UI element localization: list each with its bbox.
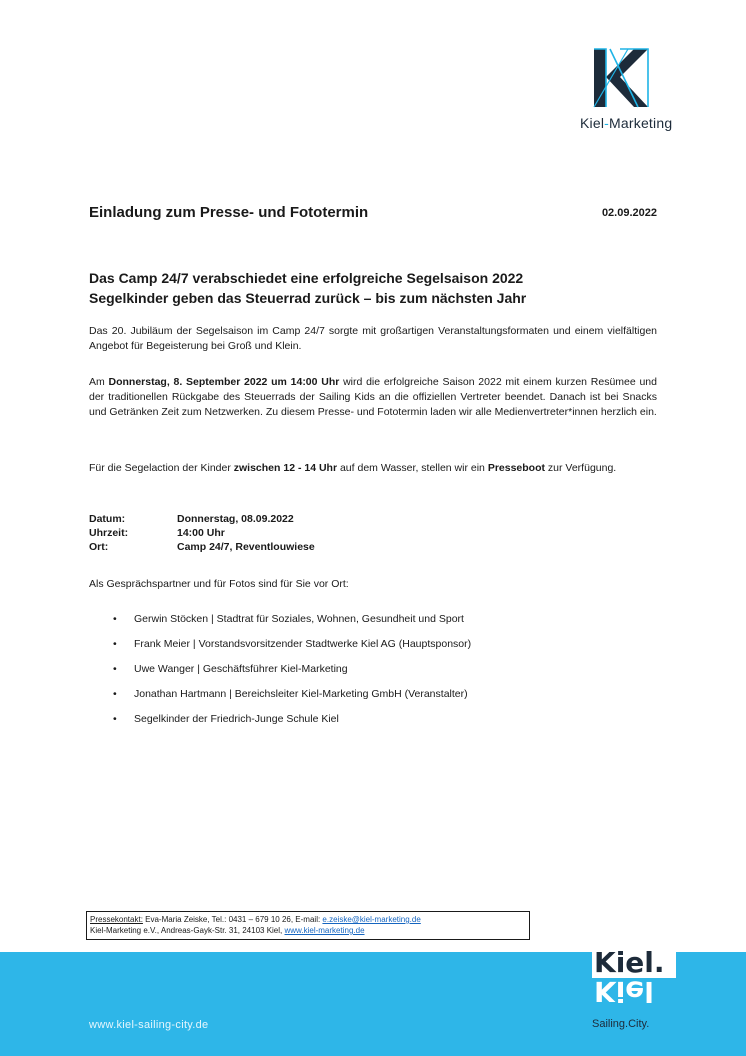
- paragraph-pressboat: Für die Segelaction der Kinder zwischen 12 - 14 Uhr auf dem Wasser, stellen wir ein Presseboot zur Verfügung.: [89, 462, 617, 474]
- partners-intro: Als Gesprächspartner und für Fotos sind für Sie vor Ort:: [89, 578, 349, 590]
- kiel-logo-mirror: Kiel: [594, 975, 654, 1008]
- list-item: • Gerwin Stöcken | Stadtrat für Soziales, Wohnen, Gesundheit und Sport: [113, 612, 471, 637]
- footer-url: www.kiel-sailing-city.de: [89, 1019, 209, 1031]
- paragraph-intro: Das 20. Jubiläum der Segelsaison im Camp 24/7 sorgte mit großartigen Veranstaltungsformaten und einem vielfältigen Angebot für Begeisterung bei Groß und Klein.: [89, 325, 657, 352]
- list-item: • Uwe Wanger | Geschäftsführer Kiel-Marketing: [113, 662, 471, 687]
- press-headline: [89, 268, 669, 308]
- detail-row-time: Uhrzeit: 14:00 Uhr: [89, 527, 225, 539]
- press-contact-box: Pressekontakt: Eva-Maria Zeiske, Tel.: 0431 – 679 10 26, E-mail: e.zeiske@kiel-marketing.de Kiel-Marketing e.V., Andreas-Gayk-Str. 31, 24103 Kiel, www.kiel-marketing.de: [86, 911, 530, 940]
- list-item: • Segelkinder der Friedrich-Junge Schule Kiel: [113, 712, 471, 737]
- kiel-sailing-city-logo-icon: [592, 944, 676, 1012]
- partners-list: [113, 612, 471, 737]
- detail-row-date: Datum: Donnerstag, 08.09.2022: [89, 513, 294, 525]
- kiel-marketing-logo-icon: [590, 47, 654, 109]
- kiel-logo-tagline: Sailing.City.: [592, 1018, 650, 1030]
- detail-row-location: Ort: Camp 24/7, Reventlouwiese: [89, 541, 315, 553]
- paragraph-event: Am Donnerstag, 8. September 2022 um 14:00 Uhr wird die erfolgreiche Saison 2022 mit einem kurzen Resümee und der traditionellen Rückgabe des Steuerrads der Sailing Kids an die offiziellen Vertreter beendet. Danach ist bei Snacks und Getränken Zeit zum Netzwerken. Zu diesem Presse- und Fototermin laden wir alle Medienvertreter*innen herzlich ein.: [89, 376, 657, 418]
- document-date: 02.09.2022: [601, 207, 657, 219]
- list-item: • Frank Meier | Vorstandsvorsitzender Stadtwerke Kiel AG (Hauptsponsor): [113, 637, 471, 662]
- list-item: • Jonathan Hartmann | Bereichsleiter Kiel-Marketing GmbH (Veranstalter): [113, 687, 471, 712]
- invitation-title: Einladung zum Presse- und Fototermin: [89, 204, 369, 221]
- kiel-marketing-logo-text: Kiel-Marketing: [580, 115, 673, 131]
- headline-line-2: Segelkinder geben das Steuerrad zurück – bis zum nächsten Jahr: [89, 290, 527, 306]
- press-contact-label: Pressekontakt:: [90, 915, 143, 924]
- contact-email-link[interactable]: e.zeiske@kiel-marketing.de: [322, 915, 421, 924]
- event-details: [89, 512, 315, 554]
- kiel-logo-word: Kiel.: [594, 946, 665, 979]
- headline-line-1: Das Camp 24/7 verabschiedet eine erfolgreiche Segelsaison 2022: [89, 270, 524, 286]
- contact-website-link[interactable]: www.kiel-marketing.de: [284, 926, 365, 935]
